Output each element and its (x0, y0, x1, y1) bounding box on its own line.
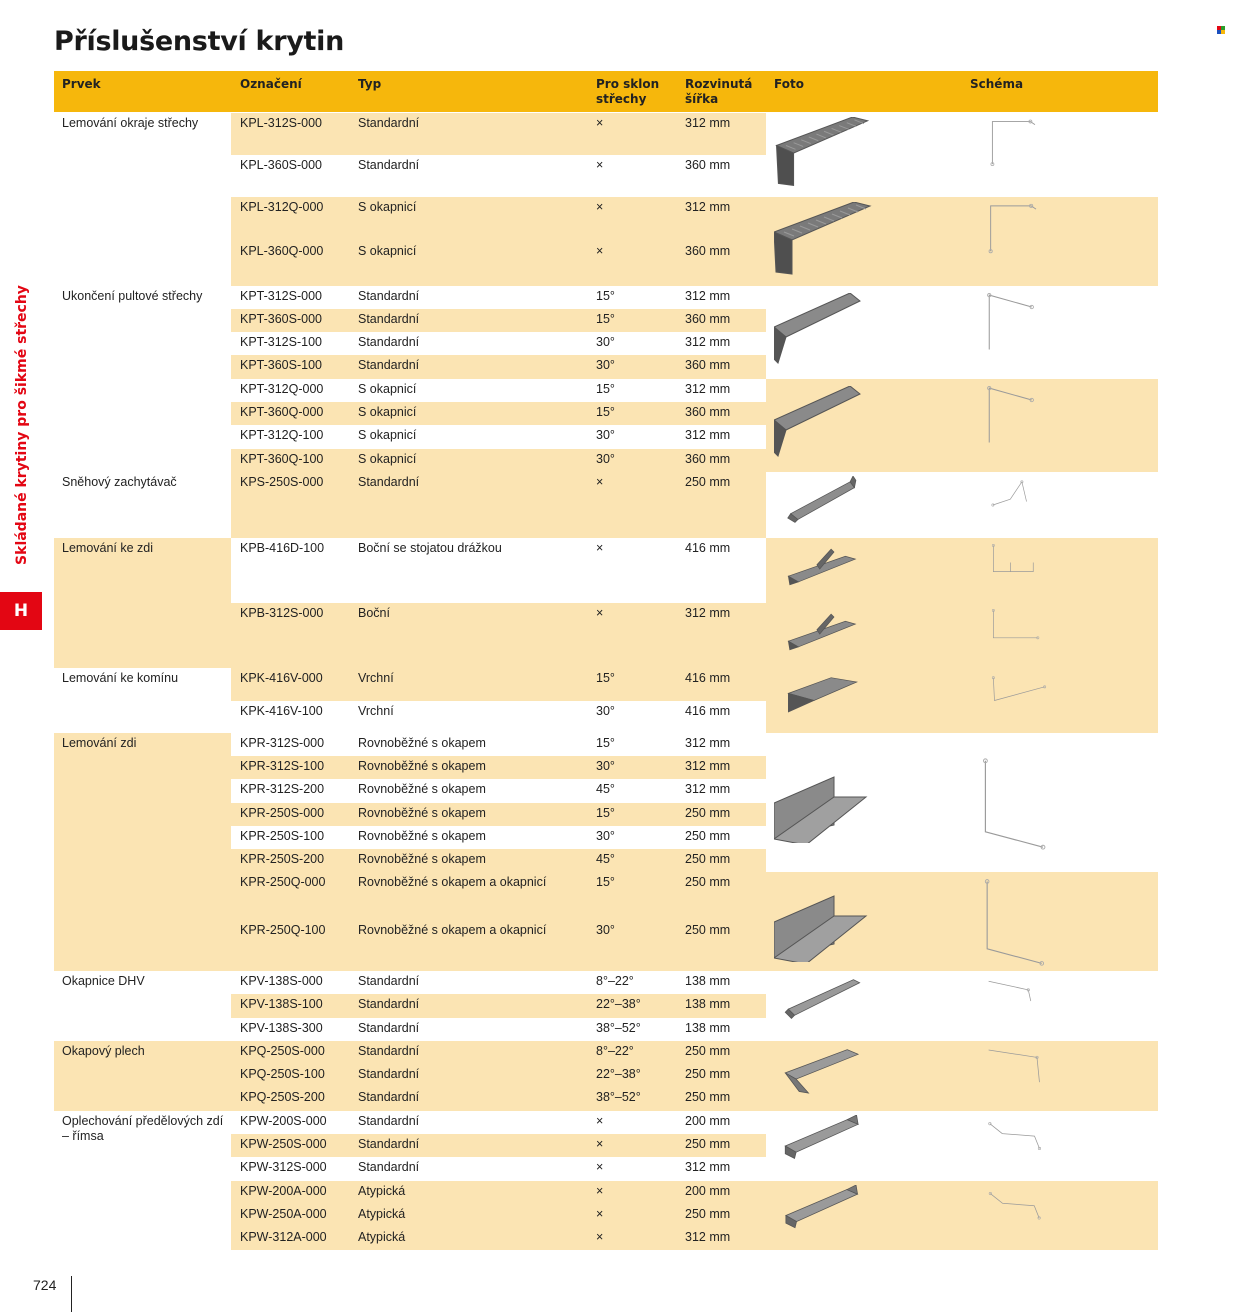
table-header (54, 71, 1158, 112)
cell-slope: 15° (596, 382, 615, 396)
cell-width: 312 mm (685, 1160, 731, 1174)
cell-width: 200 mm (685, 1184, 731, 1198)
cell-code: KPR-250Q-100 (240, 923, 326, 937)
cell-type: Standardní (358, 158, 420, 172)
cell-code: KPT-312Q-000 (240, 382, 324, 396)
cell-code: KPL-312S-000 (240, 116, 323, 130)
cell-code: KPR-250S-000 (240, 806, 325, 820)
cell-width: 312 mm (685, 289, 731, 303)
cell-type: Rovnoběžné s okapem (358, 852, 486, 866)
cell-type: S okapnicí (358, 244, 417, 258)
group-name: Okapový plech (62, 1044, 145, 1058)
cell-code: KPW-250S-000 (240, 1137, 327, 1151)
cell-code: KPT-360S-000 (240, 312, 322, 326)
cell-type: Standardní (358, 475, 420, 489)
cell-slope: × (596, 1207, 604, 1221)
cell-slope: × (596, 541, 604, 555)
cell-width: 250 mm (685, 1137, 731, 1151)
group-name: Lemování okraje střechy (62, 116, 199, 130)
cell-slope: × (596, 1114, 604, 1128)
schema-drawing (964, 542, 1074, 599)
header-foto: Foto (774, 77, 804, 91)
cell-slope: 15° (596, 289, 615, 303)
cell-width: 250 mm (685, 806, 731, 820)
cell-code: KPV-138S-000 (240, 974, 323, 988)
cell-width: 312 mm (685, 1230, 731, 1244)
cell-width: 200 mm (685, 1114, 731, 1128)
cell-slope: 30° (596, 452, 615, 466)
cell-type: Boční (358, 606, 390, 620)
cell-width: 360 mm (685, 312, 731, 326)
cell-code: KPT-312S-100 (240, 335, 322, 349)
cell-slope: 30° (596, 358, 615, 372)
cell-code: KPQ-250S-100 (240, 1067, 325, 1081)
cell-width: 360 mm (685, 358, 731, 372)
schema-drawing (964, 672, 1074, 729)
cell-width: 360 mm (685, 452, 731, 466)
cell-type: Standardní (358, 289, 420, 303)
product-photo (774, 1045, 874, 1107)
cell-type: S okapnicí (358, 452, 417, 466)
cell-slope: 30° (596, 428, 615, 442)
cell-type: Rovnoběžné s okapem a okapnicí (358, 875, 547, 889)
cell-code: KPQ-250S-200 (240, 1090, 325, 1104)
cell-slope: 30° (596, 759, 615, 773)
cell-width: 250 mm (685, 1067, 731, 1081)
group-name: Lemování ke zdi (62, 541, 154, 555)
product-photo (774, 607, 874, 664)
cell-code: KPL-360S-000 (240, 158, 323, 172)
cell-code: KPL-312Q-000 (240, 200, 324, 214)
cell-code: KPB-312S-000 (240, 606, 324, 620)
cell-slope: 15° (596, 806, 615, 820)
cell-code: KPW-312A-000 (240, 1230, 327, 1244)
cell-type: Standardní (358, 1114, 420, 1128)
cell-type: Standardní (358, 358, 420, 372)
cell-width: 416 mm (685, 704, 731, 718)
product-photo (774, 386, 874, 466)
cell-slope: 30° (596, 923, 615, 937)
cell-type: Vrchní (358, 671, 394, 685)
cell-type: S okapnicí (358, 428, 417, 442)
cell-slope: × (596, 1160, 604, 1174)
cell-code: KPR-312S-000 (240, 736, 325, 750)
cell-code: KPT-312Q-100 (240, 428, 324, 442)
header-prvek: Prvek (62, 77, 101, 91)
product-photo (774, 542, 874, 599)
group-name: Lemování ke komínu (62, 671, 179, 685)
schema-drawing (964, 383, 1074, 468)
cell-type: Standardní (358, 1137, 420, 1151)
cell-type: Standardní (358, 1160, 420, 1174)
cell-code: KPW-200S-000 (240, 1114, 327, 1128)
cell-slope: 15° (596, 405, 615, 419)
cell-width: 250 mm (685, 852, 731, 866)
cell-type: Rovnoběžné s okapem (358, 736, 486, 750)
cell-code: KPK-416V-000 (240, 671, 323, 685)
cell-code: KPS-250S-000 (240, 475, 324, 489)
cell-slope: 8°–22° (596, 974, 634, 988)
cell-width: 138 mm (685, 997, 731, 1011)
cell-type: Atypická (358, 1207, 406, 1221)
page-title: Příslušenství krytin (54, 26, 344, 57)
cell-width: 416 mm (685, 541, 731, 555)
group-name: Okapnice DHV (62, 974, 145, 988)
cell-width: 312 mm (685, 759, 731, 773)
cell-slope: 15° (596, 736, 615, 750)
cell-code: KPR-250S-100 (240, 829, 325, 843)
cell-code: KPV-138S-300 (240, 1021, 323, 1035)
cell-slope: 15° (596, 671, 615, 685)
cell-type: Vrchní (358, 704, 394, 718)
cell-slope: × (596, 606, 604, 620)
header-schema: Schéma (970, 77, 1024, 91)
cell-slope: × (596, 158, 604, 172)
group-name: Sněhový zachytávač (62, 475, 177, 489)
schema-drawing (964, 1185, 1074, 1246)
group-name: Lemování zdi (62, 736, 137, 750)
product-photo (774, 763, 874, 843)
cell-type: Standardní (358, 974, 420, 988)
cell-slope: × (596, 116, 604, 130)
schema-drawing (964, 876, 1074, 967)
page-rule (71, 1276, 72, 1312)
cell-width: 312 mm (685, 382, 731, 396)
cell-code: KPQ-250S-000 (240, 1044, 325, 1058)
schema-drawing (964, 1115, 1074, 1177)
cell-slope: × (596, 244, 604, 258)
product-photo (774, 202, 874, 282)
product-photo (774, 293, 874, 373)
cell-width: 360 mm (685, 158, 731, 172)
cell-type: Rovnoběžné s okapem a okapnicí (358, 923, 547, 937)
schema-drawing (964, 975, 1074, 1037)
group-name: Oplechování předělových zdí – římsa (62, 1114, 224, 1143)
cell-type: Standardní (358, 116, 420, 130)
group-band (54, 733, 231, 971)
cell-width: 250 mm (685, 1207, 731, 1221)
cell-width: 312 mm (685, 200, 731, 214)
cell-code: KPR-312S-100 (240, 759, 325, 773)
cell-code: KPT-360S-100 (240, 358, 322, 372)
cell-type: Rovnoběžné s okapem (358, 829, 486, 843)
section-tab[interactable]: H (0, 592, 42, 630)
product-photo (774, 882, 874, 962)
cell-type: Rovnoběžné s okapem (358, 782, 486, 796)
cell-width: 312 mm (685, 428, 731, 442)
cell-width: 250 mm (685, 1044, 731, 1058)
cell-code: KPB-416D-100 (240, 541, 325, 555)
product-photo (774, 117, 874, 193)
cell-width: 416 mm (685, 671, 731, 685)
header-oznaceni: Označení (240, 77, 302, 91)
cell-width: 250 mm (685, 475, 731, 489)
cell-type: Atypická (358, 1184, 406, 1198)
cell-slope: 45° (596, 852, 615, 866)
cell-width: 250 mm (685, 923, 731, 937)
cell-slope: × (596, 1230, 604, 1244)
schema-drawing (964, 290, 1074, 375)
cell-code: KPW-250A-000 (240, 1207, 327, 1221)
cell-type: Standardní (358, 1067, 420, 1081)
cell-type: S okapnicí (358, 382, 417, 396)
cell-code: KPT-312S-000 (240, 289, 322, 303)
cell-code: KPV-138S-100 (240, 997, 323, 1011)
cell-width: 312 mm (685, 782, 731, 796)
schema-drawing (964, 755, 1074, 851)
cell-width: 138 mm (685, 1021, 731, 1035)
cell-width: 138 mm (685, 974, 731, 988)
cell-slope: 45° (596, 782, 615, 796)
cell-type: Standardní (358, 1090, 420, 1104)
cell-width: 250 mm (685, 829, 731, 843)
schema-drawing (964, 607, 1074, 664)
cell-type: S okapnicí (358, 405, 417, 419)
header-sklon: Pro sklon střechy (596, 77, 660, 106)
cell-type: Rovnoběžné s okapem (358, 759, 486, 773)
cell-width: 312 mm (685, 335, 731, 349)
cell-slope: × (596, 1184, 604, 1198)
cell-code: KPT-360Q-100 (240, 452, 324, 466)
cell-code: KPR-312S-200 (240, 782, 325, 796)
cell-slope: 22°–38° (596, 1067, 641, 1081)
schema-drawing (964, 201, 1074, 282)
cell-type: Standardní (358, 1021, 420, 1035)
cell-width: 250 mm (685, 1090, 731, 1104)
cell-code: KPW-312S-000 (240, 1160, 327, 1174)
cell-slope: × (596, 475, 604, 489)
header-sirka: Rozvinutá šířka (685, 77, 753, 106)
schema-drawing (964, 1045, 1074, 1107)
cell-width: 312 mm (685, 116, 731, 130)
cell-type: Standardní (358, 1044, 420, 1058)
cell-code: KPR-250Q-000 (240, 875, 326, 889)
group-name: Ukončení pultové střechy (62, 289, 203, 303)
schema-drawing (964, 117, 1074, 193)
side-section-label: Skládané krytiny pro šikmé střechy (14, 285, 30, 565)
cell-width: 360 mm (685, 405, 731, 419)
group-band (54, 538, 231, 668)
cell-slope: 30° (596, 335, 615, 349)
cell-width: 250 mm (685, 875, 731, 889)
cell-slope: × (596, 1137, 604, 1151)
cell-slope: 38°–52° (596, 1090, 641, 1104)
header-typ: Typ (358, 77, 382, 91)
cell-slope: 30° (596, 704, 615, 718)
schema-drawing (964, 476, 1074, 534)
product-photo (774, 672, 874, 729)
color-mark-icon (1217, 26, 1225, 34)
cell-type: Rovnoběžné s okapem (358, 806, 486, 820)
cell-width: 312 mm (685, 606, 731, 620)
product-photo (774, 476, 874, 534)
cell-width: 360 mm (685, 244, 731, 258)
cell-type: Standardní (358, 312, 420, 326)
cell-slope: 30° (596, 829, 615, 843)
product-photo (774, 975, 874, 1037)
cell-code: KPT-360Q-000 (240, 405, 324, 419)
cell-code: KPW-200A-000 (240, 1184, 327, 1198)
cell-slope: 38°–52° (596, 1021, 641, 1035)
cell-slope: × (596, 200, 604, 214)
product-photo (774, 1115, 874, 1177)
cell-code: KPL-360Q-000 (240, 244, 324, 258)
cell-type: Boční se stojatou drážkou (358, 541, 502, 555)
cell-type: Atypická (358, 1230, 406, 1244)
cell-type: Standardní (358, 335, 420, 349)
cell-width: 312 mm (685, 736, 731, 750)
cell-code: KPK-416V-100 (240, 704, 323, 718)
page-number: 724 (33, 1277, 57, 1293)
cell-slope: 15° (596, 312, 615, 326)
cell-type: Standardní (358, 997, 420, 1011)
cell-slope: 15° (596, 875, 615, 889)
cell-code: KPR-250S-200 (240, 852, 325, 866)
cell-type: S okapnicí (358, 200, 417, 214)
product-photo (774, 1185, 874, 1246)
cell-slope: 8°–22° (596, 1044, 634, 1058)
cell-slope: 22°–38° (596, 997, 641, 1011)
